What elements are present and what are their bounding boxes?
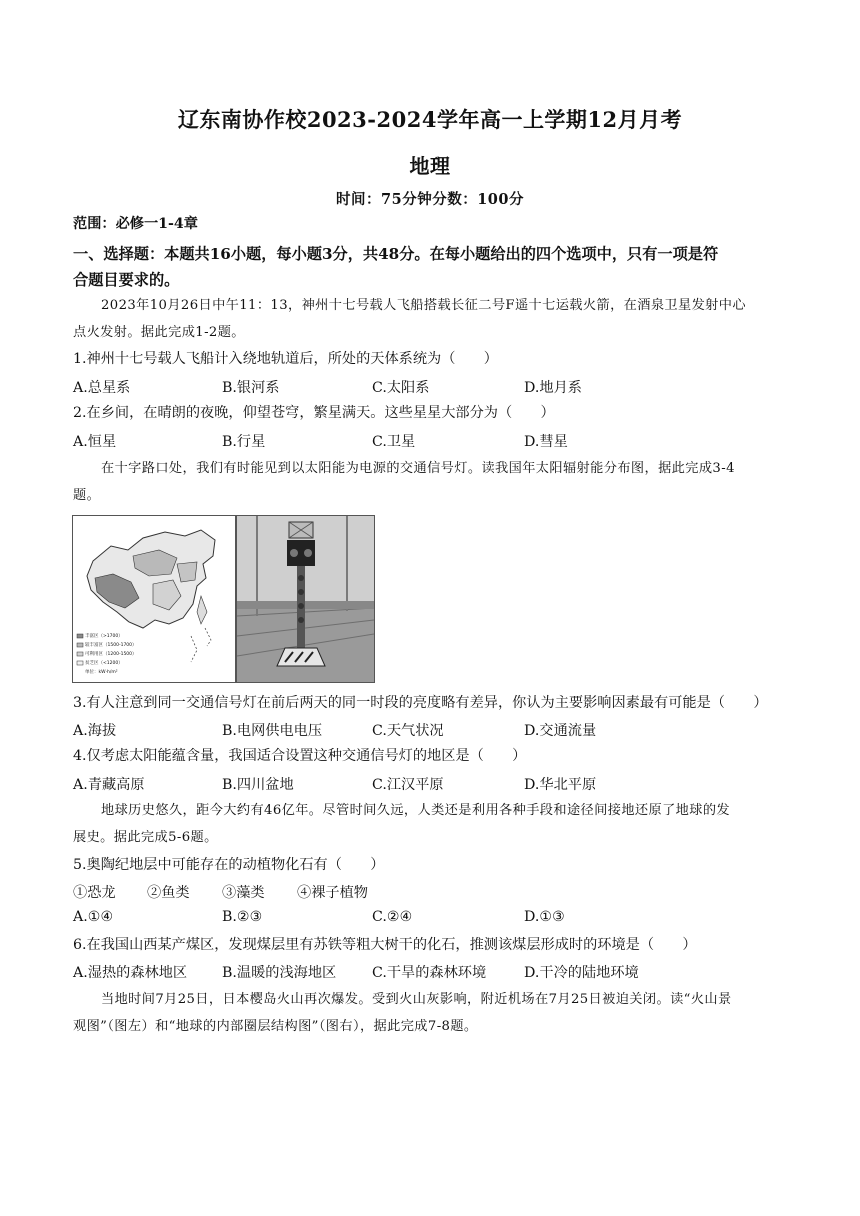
- q3-option-b: B.电网供电电压: [222, 723, 323, 739]
- q6-option-b: B.温暖的浅海地区: [222, 965, 337, 981]
- q4-option-a: A.青藏高原: [73, 777, 145, 793]
- q1-option-c: C.太阳系: [372, 380, 430, 396]
- legend-unit: 单位：kW·h/m²: [85, 670, 118, 675]
- intro4-line1: 当地时间7月25日，日本樱岛火山再次爆发。受到火山灰影响，附近机场在7月25日被迫关闭。读“火山景: [101, 992, 732, 1007]
- q2-stem: 2.在乡间，在晴朗的夜晚，仰望苍穹，繁星满天。这些星星大部分为（ ）: [73, 405, 555, 421]
- legend-fairly-rich: 较丰富区（1500-1700）: [85, 643, 137, 648]
- q1-stem: 1.神州十七号载人飞船计入绕地轨道后，所处的天体系统为（ ）: [73, 351, 498, 367]
- scope-line: 范围：必修一1-4章: [73, 216, 198, 232]
- q6-option-c: C.干旱的森林环境: [372, 965, 487, 981]
- q3-option-a: A.海拔: [73, 723, 117, 739]
- intro2-line1: 在十字路口处，我们有时能见到以太阳能为电源的交通信号灯。读我国年太阳辐射能分布图，据此完成3-4: [101, 461, 735, 476]
- q1-option-a: A.总星系: [73, 380, 131, 396]
- intro4-line2: 观图”（图左）和“地球的内部圈层结构图”（图右），据此完成7-8题。: [73, 1019, 478, 1034]
- q4-option-c: C.江汉平原: [372, 777, 444, 793]
- q2-option-b: B.行星: [222, 434, 266, 450]
- q5-option-a: A.①④: [73, 909, 114, 925]
- q4-option-d: D.华北平原: [524, 777, 597, 793]
- intro2-line2: 题。: [73, 488, 101, 503]
- time-score: 时间：75分钟分数：100分: [336, 191, 524, 208]
- legend-rich: 丰富区（>1700）: [85, 634, 123, 639]
- exam-title: 辽东南协作校2023-2024学年高一上学期12月月考: [177, 107, 683, 132]
- q5-item-3: ③藻类: [222, 885, 265, 901]
- section-heading-line1: 一、选择题：本题共16小题，每小题3分，共48分。在每小题给出的四个选项中，只有一项是符: [73, 245, 719, 263]
- subject-title: 地理: [409, 154, 451, 178]
- q5-item-2: ②鱼类: [147, 885, 190, 901]
- map-legend: [85, 632, 137, 677]
- q5-option-b: B.②③: [222, 909, 263, 925]
- q6-stem: 6.在我国山西某产煤区，发现煤层里有苏铁等粗大树干的化石，推测该煤层形成时的环境是（ ）: [73, 937, 697, 953]
- q1-option-d: D.地月系: [524, 380, 582, 396]
- intro3-line1: 地球历史悠久，距今大约有46亿年。尽管时间久远，人类还是利用各种手段和途径间接地还原了地球的发: [101, 803, 731, 818]
- q5-option-d: D.①③: [524, 909, 565, 925]
- q2-option-c: C.卫星: [372, 434, 416, 450]
- q6-option-d: D.干冷的陆地环境: [524, 965, 639, 981]
- q5-item-4: ④裸子植物: [297, 885, 368, 901]
- q5-item-1: ①恐龙: [73, 885, 116, 901]
- section-heading-line2: 合题目要求的。: [73, 271, 180, 289]
- q4-option-b: B.四川盆地: [222, 777, 294, 793]
- q3-option-c: C.天气状况: [372, 723, 444, 739]
- traffic-light-illustration: [237, 516, 374, 682]
- intro1-line2: 点火发射。据此完成1-2题。: [73, 325, 245, 340]
- traffic-light-photo: [236, 515, 375, 683]
- q2-option-d: D.彗星: [524, 434, 568, 450]
- q3-option-d: D.交通流量: [524, 723, 597, 739]
- q5-option-c: C.②④: [372, 909, 413, 925]
- q4-stem: 4.仅考虑太阳能蕴含量，我国适合设置这种交通信号灯的地区是（ ）: [73, 748, 527, 764]
- q6-option-a: A.湿热的森林地区: [73, 965, 188, 981]
- intro3-line2: 展史。据此完成5-6题。: [73, 830, 218, 845]
- q5-stem: 5.奥陶纪地层中可能存在的动植物化石有（ ）: [73, 857, 385, 873]
- q2-option-a: A.恒星: [73, 434, 117, 450]
- q1-option-b: B.银河系: [222, 380, 280, 396]
- legend-poor: 贫乏区（<1200）: [85, 661, 123, 666]
- solar-radiation-map-figure: [72, 515, 236, 683]
- legend-usable: 可利用区（1200-1500）: [85, 652, 137, 657]
- intro1-line1: 2023年10月26日中午11：13，神州十七号载人飞船搭载长征二号F遥十七运载火箭，在酒泉卫星发射中心: [101, 298, 746, 313]
- q3-stem: 3.有人注意到同一交通信号灯在前后两天的同一时段的亮度略有差异，你认为主要影响因素最有可能是（ ）: [73, 695, 768, 711]
